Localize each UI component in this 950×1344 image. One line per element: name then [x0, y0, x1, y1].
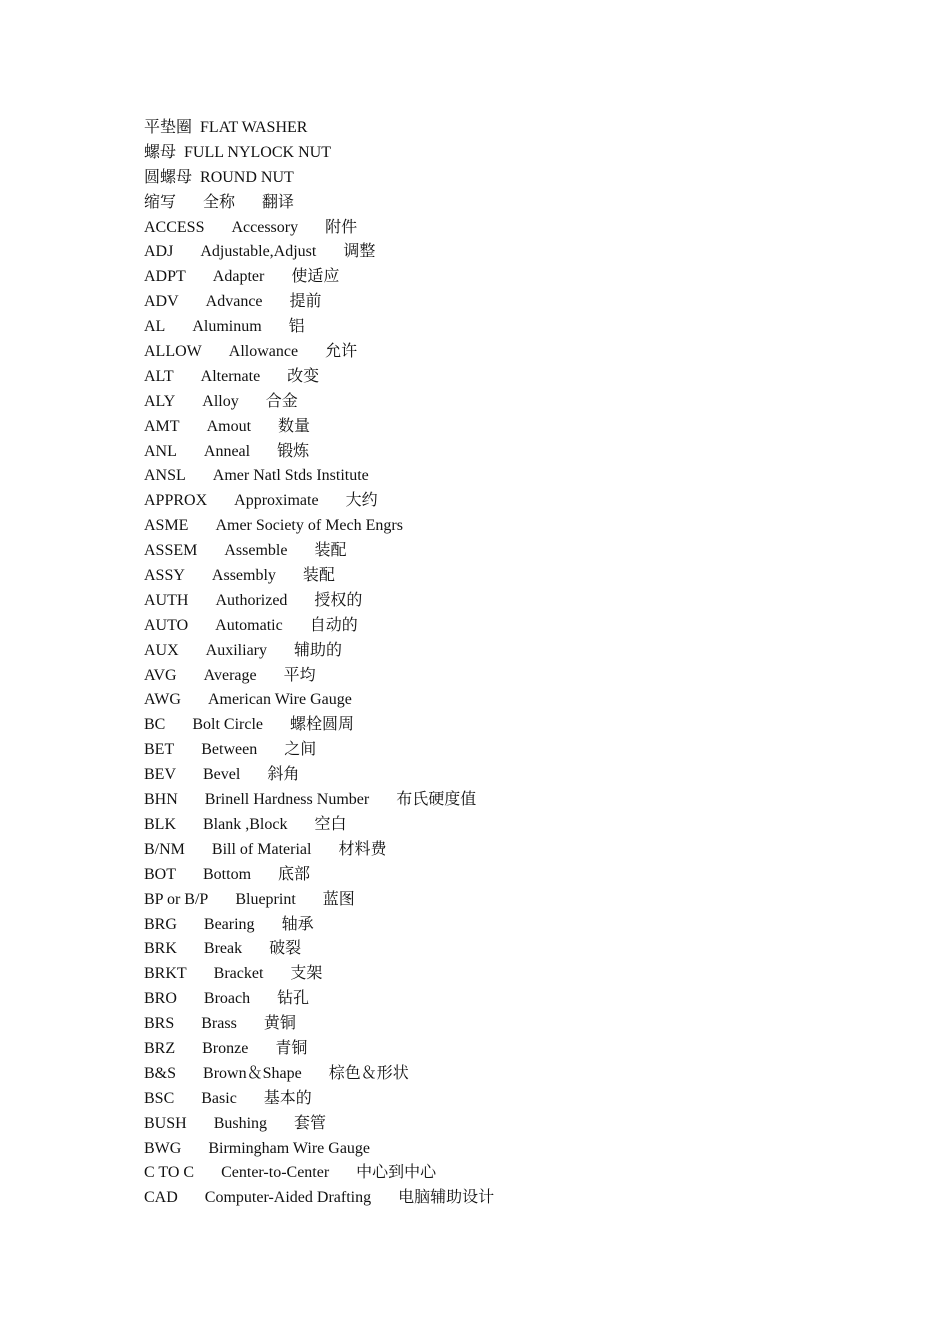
abbreviation-list — [144, 216, 864, 1212]
abbreviation: BRK — [144, 940, 177, 958]
list-item — [144, 564, 864, 589]
list-item — [144, 1062, 864, 1087]
list-item — [144, 1037, 864, 1062]
full-term: Blank ,Block — [203, 815, 288, 833]
translation: 基本的 — [263, 1089, 312, 1107]
translation: 附件 — [325, 218, 358, 236]
header-line — [144, 116, 864, 141]
abbreviation: BC — [144, 716, 166, 734]
column-header-abbr: 缩写 — [144, 193, 177, 211]
list-item — [144, 514, 864, 539]
full-term: Assembly — [211, 567, 276, 585]
full-term: Automatic — [215, 616, 283, 634]
document-page — [144, 116, 864, 1211]
full-term: Assemble — [224, 542, 288, 560]
abbreviation: ASSY — [144, 567, 185, 585]
translation: 套管 — [294, 1114, 327, 1132]
abbreviation: ADJ — [144, 243, 174, 261]
abbreviation: ASSEM — [144, 542, 198, 560]
full-term: Authorized — [215, 591, 288, 609]
abbreviation: ANSL — [144, 467, 186, 485]
abbreviation: AL — [144, 318, 166, 336]
translation: 之间 — [284, 741, 317, 759]
translation: 辅助的 — [294, 641, 343, 659]
abbreviation: ALY — [144, 392, 176, 410]
abbreviation: ASME — [144, 517, 189, 535]
full-term: Center-to-Center — [221, 1164, 330, 1182]
list-item — [144, 315, 864, 340]
translation: 自动的 — [309, 616, 358, 634]
header-lines — [144, 116, 864, 191]
full-term: Average — [203, 666, 257, 684]
full-term: Bearing — [203, 915, 255, 933]
column-header — [144, 191, 864, 216]
translation: 改变 — [287, 367, 320, 385]
full-term: Adjustable,Adjust — [200, 243, 317, 261]
full-term: Bolt Circle — [192, 716, 263, 734]
abbreviation: B/NM — [144, 840, 185, 858]
list-item — [144, 440, 864, 465]
abbreviation: B&S — [144, 1064, 177, 1082]
translation: 数量 — [278, 417, 311, 435]
full-term: Allowance — [228, 343, 299, 361]
list-item — [144, 813, 864, 838]
full-term: Adapter — [212, 268, 265, 286]
full-term: Accessory — [231, 218, 299, 236]
abbreviation: BRG — [144, 915, 177, 933]
list-item — [144, 664, 864, 689]
translation: 使适应 — [291, 268, 340, 286]
full-term: Brinell Hardness Number — [204, 791, 370, 809]
translation: 调整 — [343, 243, 376, 261]
translation: 螺栓圆周 — [290, 716, 355, 734]
abbreviation: AUTH — [144, 591, 189, 609]
translation: 斜角 — [267, 766, 300, 784]
translation: 棕色＆形状 — [328, 1064, 409, 1082]
translation: 破裂 — [269, 940, 302, 958]
abbreviation: AWG — [144, 691, 181, 709]
abbreviation: BUSH — [144, 1114, 187, 1132]
translation: 青铜 — [275, 1039, 308, 1057]
abbreviation: CAD — [144, 1189, 178, 1207]
abbreviation: ADPT — [144, 268, 186, 286]
abbreviation: AMT — [144, 417, 180, 435]
abbreviation: BRKT — [144, 965, 187, 983]
full-term: Alternate — [200, 367, 261, 385]
full-term: Brown＆Shape — [203, 1064, 302, 1082]
list-item — [144, 216, 864, 241]
translation: 轴承 — [281, 915, 314, 933]
list-item — [144, 913, 864, 938]
translation: 钻孔 — [277, 990, 310, 1008]
list-item — [144, 688, 864, 713]
abbreviation: BWG — [144, 1139, 182, 1157]
translation: 锻炼 — [277, 442, 310, 460]
abbreviation: BRS — [144, 1015, 175, 1033]
list-item — [144, 1012, 864, 1037]
list-item — [144, 240, 864, 265]
full-term: Bottom — [203, 865, 252, 883]
translation: 材料费 — [338, 840, 387, 858]
translation: 空白 — [314, 815, 347, 833]
abbreviation: AUX — [144, 641, 179, 659]
full-term: Birmingham Wire Gauge — [208, 1139, 371, 1157]
list-item — [144, 390, 864, 415]
full-term: Auxiliary — [205, 641, 267, 659]
full-term: Bevel — [203, 766, 241, 784]
full-term: Bill of Material — [211, 840, 312, 858]
full-term: Blueprint — [235, 890, 296, 908]
abbreviation: ALLOW — [144, 343, 202, 361]
list-item — [144, 962, 864, 987]
translation: 中心到中心 — [356, 1164, 437, 1182]
list-item — [144, 415, 864, 440]
abbreviation: BP or B/P — [144, 890, 209, 908]
list-item — [144, 1186, 864, 1211]
full-term: Bushing — [213, 1114, 268, 1132]
list-item — [144, 863, 864, 888]
list-item — [144, 639, 864, 664]
full-term: Amer Natl Stds Institute — [212, 467, 369, 485]
translation: 布氏硬度值 — [396, 791, 477, 809]
list-item — [144, 738, 864, 763]
translation: 支架 — [290, 965, 323, 983]
full-term: Between — [201, 741, 258, 759]
abbreviation: AUTO — [144, 616, 189, 634]
list-item — [144, 937, 864, 962]
full-term: Alloy — [202, 392, 239, 410]
translation: 允许 — [325, 343, 358, 361]
abbreviation: ACCESS — [144, 218, 205, 236]
abbreviation: C TO C — [144, 1164, 195, 1182]
full-term: Aluminum — [192, 318, 262, 336]
translation: 授权的 — [314, 591, 363, 609]
translation: 合金 — [265, 392, 298, 410]
list-item — [144, 1161, 864, 1186]
abbreviation: BEV — [144, 766, 176, 784]
full-term: Brass — [201, 1015, 237, 1033]
full-term: Amer Society of Mech Engrs — [215, 517, 403, 535]
list-item — [144, 539, 864, 564]
abbreviation: BRO — [144, 990, 177, 1008]
translation: 提前 — [289, 293, 322, 311]
abbreviation: AVG — [144, 666, 177, 684]
full-term: Amout — [206, 417, 252, 435]
abbreviation: BHN — [144, 791, 178, 809]
header-chinese: 平垫圈 — [144, 119, 193, 136]
translation: 装配 — [314, 542, 347, 560]
list-item — [144, 464, 864, 489]
abbreviation: BRZ — [144, 1039, 176, 1057]
translation: 大约 — [345, 492, 378, 510]
translation: 装配 — [302, 567, 335, 585]
translation: 黄铜 — [263, 1015, 296, 1033]
header-english: FLAT WASHER — [200, 119, 308, 136]
list-item — [144, 838, 864, 863]
full-term: American Wire Gauge — [207, 691, 352, 709]
header-chinese: 螺母 — [144, 143, 177, 161]
column-header-translation: 翻译 — [262, 193, 295, 211]
full-term: Bronze — [202, 1039, 249, 1057]
abbreviation: ANL — [144, 442, 177, 460]
abbreviation: ALT — [144, 367, 174, 385]
list-item — [144, 614, 864, 639]
list-item — [144, 1137, 864, 1162]
abbreviation: BET — [144, 741, 175, 759]
full-term: Basic — [201, 1089, 237, 1107]
abbreviation: BOT — [144, 865, 176, 883]
header-line — [144, 166, 864, 191]
header-line — [144, 141, 864, 166]
list-item — [144, 1087, 864, 1112]
list-item — [144, 290, 864, 315]
list-item — [144, 589, 864, 614]
translation: 铝 — [288, 318, 305, 336]
header-english: FULL NYLOCK NUT — [184, 143, 331, 161]
full-term: Advance — [205, 293, 263, 311]
full-term: Approximate — [234, 492, 319, 510]
full-term: Break — [203, 940, 243, 958]
list-item — [144, 489, 864, 514]
list-item — [144, 788, 864, 813]
translation: 电脑辅助设计 — [398, 1189, 495, 1207]
full-term: Computer-Aided Drafting — [204, 1189, 372, 1207]
list-item — [144, 987, 864, 1012]
header-english: ROUND NUT — [200, 168, 294, 186]
list-item — [144, 1112, 864, 1137]
full-term: Bracket — [213, 965, 264, 983]
list-item — [144, 365, 864, 390]
abbreviation: ADV — [144, 293, 179, 311]
list-item — [144, 713, 864, 738]
list-item — [144, 265, 864, 290]
abbreviation: BSC — [144, 1089, 175, 1107]
abbreviation: BLK — [144, 815, 176, 833]
list-item — [144, 888, 864, 913]
full-term: Broach — [203, 990, 251, 1008]
translation: 底部 — [278, 865, 311, 883]
abbreviation: APPROX — [144, 492, 208, 510]
list-item — [144, 340, 864, 365]
translation: 平均 — [283, 666, 316, 684]
list-item — [144, 763, 864, 788]
column-header-full: 全称 — [203, 193, 236, 211]
full-term: Anneal — [203, 442, 251, 460]
header-chinese: 圆螺母 — [144, 168, 193, 186]
translation: 蓝图 — [322, 890, 355, 908]
